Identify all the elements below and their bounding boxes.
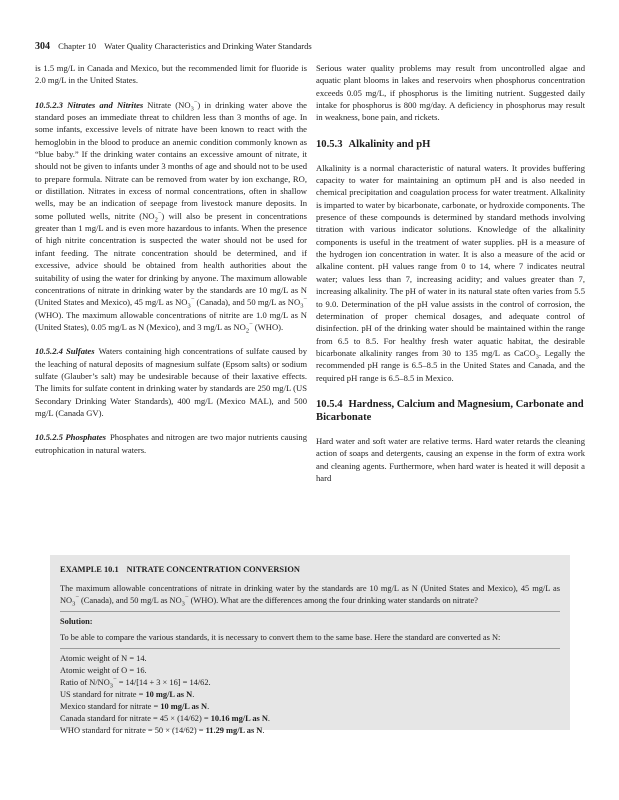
solution-label: Solution:	[60, 617, 93, 626]
example-divider	[60, 611, 560, 612]
alkalinity-heading: 10.5.3 Alkalinity and pH	[316, 138, 431, 150]
page-number: 304	[35, 41, 50, 52]
solution-line: Atomic weight of O = 16.	[60, 666, 147, 675]
solution-line: Canada standard for nitrate = 45 × (14/62) = 10.16 mg/L as N.	[60, 714, 271, 723]
nitrates-paragraph: 10.5.2.3 Nitrates and Nitrites Nitrate $(NO_3^-)$ in drinking water above the standard poses an immediate threat to children less than 3 months of age. In some infants, excessive levels of nitrate have been known to react with the hemoglobin in the blood to produce an anemic condition commonly known as “blue baby.” If the drinking water contains an excessive amount of nitrate, it should not be given to infants under 3 months of age and should not to be used to prepare formula. Nitrate can be removed from water by ion exchange, RO, or distillation. Nitrates in excess of normal concentrations, often in shallow wells, may be an indication of seepage from livestock manure deposits. In some polluted wells, nitrite $(NO_2^-)$ will also be present in concentrations greater than 1 mg/L and is even more hazardous to infants. When the presence of high nitrite concentration is suspected the water should not be used for infant feeding. The nitrate concentration should be determined, and if excessive, advice should be obtained from health authorities about the suitability of using the water for drinking by anyone. The maximum allowable concentrations of nitrate in drinking water by the standards are 10 mg/L as N (United States and Mexico), 45 mg/L as $NO_3^-$ (Canada), and 50 mg/L as $NO_3^-$ (WHO). The maximum allowable concentrations of nitrite are 1.0 mg/L as N (United States), 0.05 mg/L as N (Mexico), and 3 mg/L as $NO_2^-$ (WHO).	[35, 98, 307, 335]
example-title: EXAMPLE 10.1 NITRATE CONCENTRATION CONVERSION	[60, 565, 300, 574]
solution-line: Ratio of $N/NO_3^- = 14/[14 + 3 \times 16] = 14/62$.	[60, 676, 211, 690]
hardness-paragraph: Hard water and soft water are relative terms. Hard water retards the cleaning action of soaps and detergents, causing an expense in the form of extra work and cleaning agents. Furthermore, when hard water is heated it will deposit a hard	[316, 435, 585, 483]
solution-line: Mexico standard for nitrate = 10 mg/L as N.	[60, 702, 210, 711]
sulfates-heading: 10.5.2.4 Sulfates	[35, 346, 95, 357]
example-problem: The maximum allowable concentrations of nitrate in drinking water by the standards are 10 mg/L as N (United States and Mexico), 45 mg/L as $NO_3^-$ (Canada), and 50 mg/L as $NO_3^-$ (WHO). What are the differences among the four drinking water standards on nitrate?	[60, 584, 560, 608]
left-column	[35, 62, 307, 468]
nitrates-heading: 10.5.2.3 Nitrates and Nitrites	[35, 99, 144, 110]
solution-steps	[60, 653, 560, 737]
solution-intro: To be able to compare the various standards, it is necessary to convert them to the same base. Here the standard are converted as N:	[60, 633, 501, 642]
sulfates-paragraph: 10.5.2.4 Sulfates Waters containing high concentrations of sulfate caused by the leaching of natural deposits of magnesium sulfate (Epsom salts) or sodium sulfate (Glauber’s salt) may be undesirable because of their laxative effects. The limits for sulfate content in drinking water by standards are 250 mg/L (US Secondary Drinking Water Standards), 400 mg/L (Mexico MAL), and 500 mg/L (Canada GV).	[35, 346, 307, 418]
phosphates-continuation: Serious water quality problems may result from uncontrolled algae and aquatic plant blooms in lakes and reservoirs when phosphorus concentration exceeds 0.05 mg/L, if phosphorus is the limiting nutrient. Suggested daily intake for phosphorus is 800 mg/day. A deficiency in phosphorus may result in weakness, bone pain, and rickets.	[316, 63, 585, 123]
right-column	[316, 62, 585, 496]
running-header	[35, 40, 584, 53]
running-title: Water Quality Characteristics and Drinking Water Standards	[104, 41, 312, 51]
solution-line: US standard for nitrate = 10 mg/L as N.	[60, 690, 195, 699]
chapter-label: Chapter 10	[58, 41, 97, 51]
phosphates-paragraph: 10.5.2.5 Phosphates Phosphates and nitrogen are two major nutrients causing eutrophication in natural waters.	[35, 432, 308, 455]
example-divider	[60, 648, 560, 649]
solution-line: Atomic weight of N = 14.	[60, 654, 147, 663]
solution-line: WHO standard for nitrate = 50 × (14/62) = 11.29 mg/L as N.	[60, 726, 265, 735]
alkalinity-paragraph: Alkalinity is a normal characteristic of natural waters. It provides buffering capacity to water for maintaining an optimum pH and is also needed in chemical precipitation and coagulation process for water treatment. Alkalinity is imparted to water by bicarbonate, carbonate, or hydroxide components. The presence of these compounds is determined by standard methods involving titration with various indicator solutions. Knowledge of the alkalinity components is useful in the treatment of water supplies. pH is a measure of the hydrogen ion concentration in water. It is also a measure of the acid or alkaline content. pH values range from 0 to 14, where 7 indicates neutral water; values less than 7, increasing acidity; and values greater than 7, increasing alkalinity. The pH of water in its natural state often varies from 5.5 to 9.0. Determination of the pH value assists in the control of corrosion, the determination of proper chemical dosages, and adequate control of disinfection. pH of the drinking water should be maintained within the range from 6.5 to 8.5. For healthy fresh water aquatic habitat, the desirable bicarbonate alkalinity ranges from 30 to 135 mg/L as CaCO$_3$. Legally the recommended pH range is 6.5–8.5 in the United States and Canada, and the required pH range is 6.5–8.5 in Mexico.	[316, 162, 585, 383]
fluoride-continuation: is 1.5 mg/L in Canada and Mexico, but the recommended limit for fluoride is 2.0 mg/L in the United States.	[35, 63, 307, 86]
phosphates-heading: 10.5.2.5 Phosphates	[35, 432, 107, 443]
example-box	[50, 555, 570, 735]
hardness-heading: 10.5.4 Hardness, Calcium and Magnesium, Carbonate and Bicarbonate	[316, 398, 584, 423]
